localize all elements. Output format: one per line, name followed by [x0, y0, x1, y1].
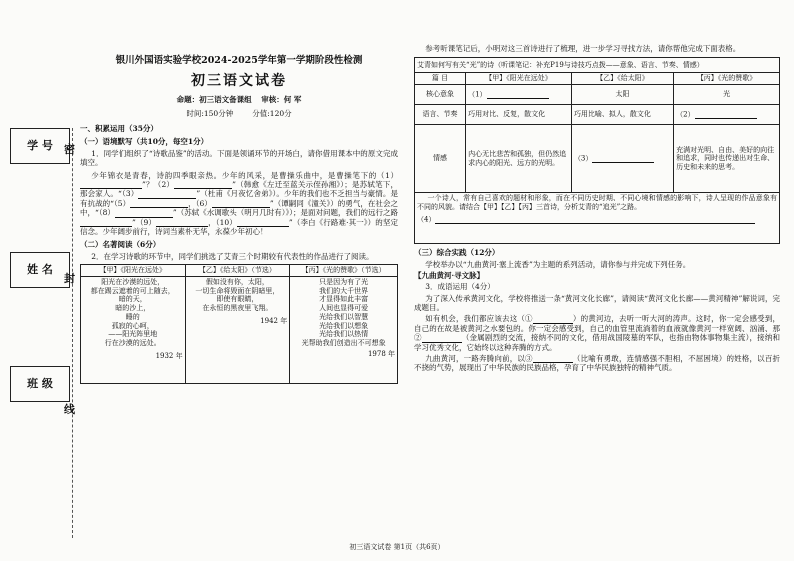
dictation-text-e: 是苏轼笔下，那会家人。“（3）	[80, 180, 398, 199]
answer-number: （2）	[676, 110, 695, 119]
dictation-text-c: ”？（2）	[142, 180, 175, 189]
idiom-blank-2[interactable]	[422, 334, 462, 343]
poem-bing-body	[290, 276, 398, 383]
poem-jia-header: 【甲】《阳光在远处》	[81, 265, 186, 277]
table-cell: 内心无比悲苦和孤独，但仍然追求内心的阳光、远方的光明。	[466, 125, 572, 193]
dictation-text-k: ”（9）	[132, 217, 157, 227]
school-title: 银川外国语实验学校2024-2025学年第一学期阶段性检测	[115, 55, 363, 66]
poem-line: 都在踢云遮着的可上随去，	[90, 286, 175, 295]
blank-5[interactable]	[130, 199, 188, 208]
passage-text: （比喻有勇敢，连情感强不胆相，不屈困境）的姓格，以百折不挠的气势，展现出了中华民族的民族品格，孕育了中华民族独特的精神气质。	[414, 353, 781, 373]
passage-text: （金属剧烈的交流，接纳不同的文化，借用战国陵墓的军队，也指由物体事物集主流），接纳和学习优秀文化，它始终以这种奔腾的方式。	[414, 333, 781, 352]
table-cell: 充满对光明、自由、美好的向往和追求，同时也传递出对生命、历史和未来的思考。	[674, 125, 780, 193]
analysis-table-title: 艾青如何写有关“光”的诗（听课笔记：补充P19与诗技巧点拨——意象、语言、节奏、情感）	[415, 58, 780, 73]
dictation-text-j: ”（苏轼《水调歌头（明月几时有）》）；是面对问题，我们的远行之路	[172, 208, 399, 218]
poem-line: 即使有眼睛，	[216, 295, 259, 304]
table-header-cell: 篇 目	[415, 73, 466, 85]
analysis-table	[414, 57, 780, 244]
reviewer-name: 何 军	[283, 95, 302, 105]
poem-line: 暗的沙上，	[115, 304, 151, 312]
poem-line: 睡的	[125, 312, 140, 321]
left-column	[80, 55, 398, 384]
author-line	[80, 95, 398, 104]
student-number-label: 学 号	[27, 139, 53, 153]
poem-year: 1978 年	[367, 349, 395, 358]
dictation-text-a: 少年锦衣是青春，诗韵四季眼亲热。少年的风采，是曹操乐曲中，是曹操笔下的	[91, 170, 377, 180]
practice-intro: 学校举办以“九曲黄河·塞上流香”为主题的系列活动，请你参与并完成下列任务。	[425, 259, 691, 269]
poem-yi-header: 【乙】《给太阳》（节选）	[185, 265, 290, 277]
section-reading-heading: （二）名著阅读（6分）	[80, 240, 161, 250]
blank-8[interactable]	[115, 209, 173, 218]
seal-char-xian: 线	[64, 403, 75, 416]
answer-cell-2[interactable]	[674, 105, 780, 125]
table-intro: 参考听课笔记后，小明对这三首诗进行了梳理，进一步学习寻找方法，请你帮他完成下面表格。	[425, 44, 741, 53]
poem-line: 在永恒的黑夜里飞翔。	[202, 304, 273, 312]
poem-yi-body	[185, 276, 290, 383]
part-one-heading: 一、积累运用（35分）	[80, 124, 158, 134]
poem-line: 我们的大千世界	[319, 286, 369, 295]
answer-blank-4[interactable]	[435, 215, 755, 224]
seal-char-feng: 封	[64, 272, 75, 285]
table-cell: 太阳	[571, 85, 673, 105]
row-label-language: 语言、节奏	[415, 105, 466, 125]
poem-line: 光帮助我们创造出不可想象	[301, 339, 386, 347]
table-cell: 光	[674, 85, 780, 105]
name-label: 姓 名	[27, 263, 53, 277]
poem-line: 光给我们以想象	[319, 321, 369, 330]
right-column	[414, 44, 780, 373]
class-box[interactable]	[10, 366, 70, 402]
blank-3[interactable]	[138, 190, 196, 199]
dictation-passage	[80, 171, 398, 237]
yellow-river-passage-2	[414, 354, 780, 373]
section-dictation-heading: （一）语境默写（共10分，每空1分）	[80, 136, 209, 146]
answer-blank-1[interactable]	[487, 90, 549, 99]
poem-line: 才显得如此丰富	[319, 295, 369, 304]
poem-line: ——阳光阵里地	[108, 330, 158, 339]
student-number-box[interactable]	[10, 128, 70, 164]
question-3-intro: 为了深入传承黄河文化，学校将推送一条“黄河文化长廊”，请阅读“黄河文化长廊——黄河精神”解说词，完成题目。	[414, 293, 780, 312]
table-header-cell: 【丙】《光的赞歌》	[674, 73, 780, 85]
dictation-text-f: ”（杜甫《月夜忆舍弟》）。少年的我们也不乏担当与豪情。是有抗战的“（5）	[80, 189, 398, 208]
table-header-cell: 【甲】《阳光在远处》	[466, 73, 572, 85]
table-header-cell: 【乙】《给太阳》	[571, 73, 673, 85]
answer-cell-1[interactable]	[466, 85, 572, 105]
idiom-blank-3[interactable]	[533, 354, 573, 363]
poem-line: 暗的天，	[118, 295, 147, 304]
poem-bing-header: 【丙】《光的赞歌》（节选）	[290, 265, 398, 277]
answer-number: （4）	[417, 214, 436, 223]
name-box[interactable]	[10, 252, 70, 288]
seal-line	[72, 128, 73, 538]
poem-table	[80, 264, 398, 384]
dictation-text-h: ”（谭嗣同《潼关》）的勇气，在社会之中，	[80, 198, 399, 218]
section-practice-heading: （三）综合实践（12分）	[414, 248, 500, 258]
author-name: 初三语文备课组	[199, 95, 252, 105]
answer-blank-3[interactable]	[592, 154, 654, 163]
poem-line: 人间也显得可爱	[319, 304, 369, 312]
poem-line: 光给我们以热情	[319, 330, 369, 339]
passage-text: ）的黄河边，去听一听大河的涛声。这时，你一定会感受到，自己的在故是被黄河之水要包的。你一定会感受到，自己的血管里流淌着的血液就像黄河一样宽阔、汹涌、那②	[414, 314, 781, 343]
poem-line: 行在沙漠的远处。	[104, 339, 161, 347]
dictation-text-d: ”（韩愈《左迁至蓝关示侄孙湘》）；	[232, 180, 352, 189]
passage-text: 九曲黄河，一路奔腾向前，以③	[425, 353, 533, 363]
time-score-line	[80, 109, 398, 118]
blank-9[interactable]	[80, 218, 132, 227]
poem-line: 假如没有你，太阳，	[205, 277, 269, 286]
poem-line: 阳光在沙漠的远处，	[101, 277, 165, 286]
page-footer: 初三语文试卷 第1页（共6页）	[349, 543, 445, 551]
summary-text: 一个诗人，常有自己喜欢的题材和形象，而在不同历史时期、不同心境和情感的影响下，诗人呈现的作品意象有不同的风貌。请结合【甲】【乙】【丙】三首诗，分析艾青的“追光”之路。	[417, 194, 777, 211]
poem-jia-body	[81, 276, 186, 383]
poem-line: 孤寂的心呵，	[111, 321, 154, 330]
dictation-text-i: “（8）	[95, 208, 115, 218]
exam-title: 初三语文试卷	[191, 72, 287, 89]
question-2: 2．在学习诗歌的环节中，同学们挑选了艾青三个时期较有代表性的作品进行了阅读。	[91, 251, 374, 261]
dictation-text-g: ，（6）	[188, 198, 212, 208]
row-label-image: 核心意象	[415, 85, 466, 105]
answer-number: （3）	[573, 154, 593, 163]
poem-line: 光给我们以智慧	[319, 312, 369, 321]
exam-score: 分值:120分	[252, 108, 292, 118]
row-label-emotion: 情感	[415, 125, 466, 193]
answer-blank-2[interactable]	[695, 110, 757, 119]
seal-char-mi: 密	[64, 143, 75, 156]
summary-cell	[415, 193, 780, 244]
blank-10[interactable]	[237, 218, 289, 227]
passage-text: 如有机会，我们都应该去这（①	[425, 314, 533, 324]
blank-6[interactable]	[212, 199, 270, 208]
idiom-blank-1[interactable]	[533, 315, 573, 324]
dictation-text-l: ，（10）	[208, 217, 237, 227]
task-heading: 【九曲黄河·寻文脉】	[414, 270, 485, 280]
dictation-text-m: ”（李白《行路难·其一》）的坚定信念。少年阔步前行，诗词当素朴无华，永葆少年初心！	[80, 217, 398, 236]
poem-year: 1942 年	[260, 316, 288, 325]
class-label: 班 级	[27, 377, 53, 391]
author-label: 命题：	[176, 95, 200, 105]
blank-9b[interactable]	[156, 218, 208, 227]
table-cell: 巧用对比、反复，散文化	[466, 105, 572, 125]
poem-line: 只是因为有了光	[319, 277, 369, 286]
reviewer-label: 审核：	[261, 95, 284, 105]
answer-number: （1）	[468, 90, 487, 99]
poem-year: 1932 年	[155, 351, 183, 360]
dictation-text-b: （1）	[376, 170, 399, 180]
answer-cell-3[interactable]	[571, 125, 673, 193]
question-3: 3．成语运用（4分）	[425, 282, 495, 292]
yellow-river-passage	[414, 314, 780, 352]
poem-line: 一切生命将毁面在阴暗里，	[195, 286, 280, 295]
table-cell: 巧用比喻、拟人，散文化	[571, 105, 673, 125]
exam-time: 时间:150分钟	[186, 108, 234, 118]
question-1: 1．同学们组织了“诗歌品鉴”的活动。下面是领诵环节的开场白，请你借用课本中的原文完成填空。	[80, 148, 398, 168]
